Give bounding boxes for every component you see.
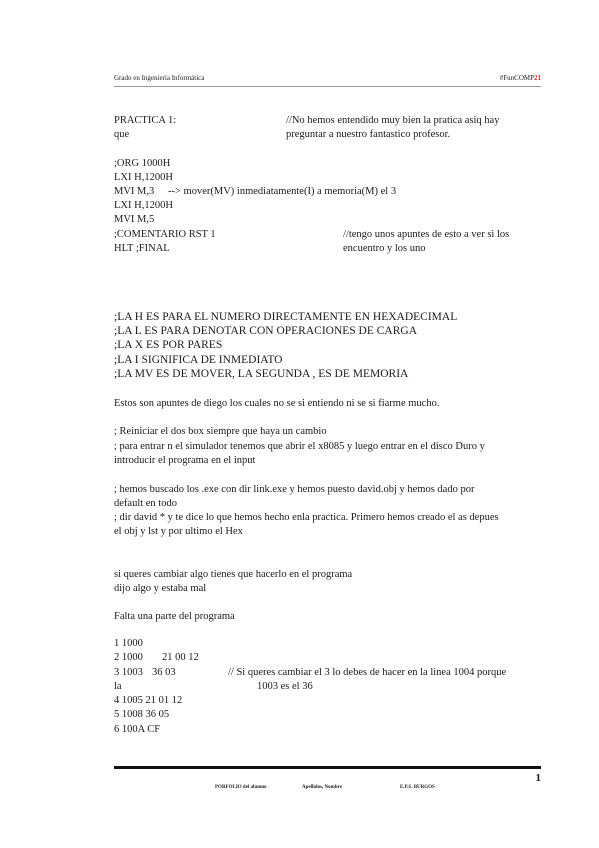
para-dir-line2: el obj y lst y por ultimo el Hex — [114, 526, 243, 537]
practica-que: que — [114, 129, 130, 140]
para-buscado-line2: default en todo — [114, 498, 177, 509]
header-rule — [114, 86, 541, 87]
apuntes-comment-line1: //tengo unos apuntes de esto a ver si los — [343, 229, 510, 240]
para-entrar-line1: ; para entrar n el simulador tenemos que abrir el x8085 y luego entrar en el disco Duro y — [114, 441, 485, 452]
header-hashtag: #FunCOMP — [499, 74, 534, 82]
practica-title: PRACTICA 1: — [114, 115, 177, 126]
listing-line-3-comment-line1: // Si queres cambiar el 3 lo debes de hacer en la linea 1004 porque — [228, 667, 507, 678]
note-h: ;LA H ES PARA EL NUMERO DIRECTAMENTE EN HEXADECIMAL — [114, 311, 458, 323]
para-entrar-line2: introducir el programa en el input — [114, 455, 256, 466]
footer-portfolio: PORFOLIO del alumno — [215, 785, 267, 790]
code-lxi-1: LXI H,1200H — [114, 172, 173, 183]
header-left-title: Grado en Ingeniería Informática — [114, 74, 205, 82]
practica-comment-line1: //No hemos entendido muy bien la pratica asiq hay — [286, 115, 500, 126]
code-comentario: ;COMENTARIO RST 1 — [114, 229, 216, 240]
code-mvi-1-comment: --> mover(MV) inmediatamente(I) a memoria(M) el 3 — [168, 186, 397, 197]
para-buscado-line1: ; hemos buscado los .exe con dir link.exe y hemos puesto david.obj y hemos dado por — [114, 484, 475, 495]
practica-comment-line2: preguntar a nuestro fantastico profesor. — [286, 129, 451, 140]
para-estos: Estos son apuntes de diego los cuales no se si entiendo ni se si fiarme mucho. — [114, 398, 440, 409]
para-falta: Falta una parte del programa — [114, 611, 235, 622]
listing-line-3-bytes: 36 03 — [152, 667, 176, 678]
note-i: ;LA I SIGNIFICA DE INMEDIATO — [114, 354, 283, 366]
header-right-tag — [500, 74, 541, 82]
footer-eps: E.P.S. BURGOS — [400, 785, 435, 790]
note-mv: ;LA MV ES DE MOVER, LA SEGUNDA , ES DE MEMORIA — [114, 368, 409, 380]
listing-line-1: 1 1000 — [114, 638, 143, 649]
listing-line-5: 5 1008 36 05 — [114, 709, 170, 720]
note-x: ;LA X ES POR PARES — [114, 339, 223, 351]
listing-line-3-la: la — [114, 681, 122, 692]
code-mvi-1: MVI M,3 — [114, 186, 155, 197]
footer-rule — [114, 766, 541, 769]
note-l: ;LA L ES PARA DENOTAR CON OPERACIONES DE CARGA — [114, 325, 418, 337]
para-dir-line1: ; dir david * y te dice lo que hemos hecho enla practica. Primero hemos creado el as depues — [114, 512, 499, 523]
listing-line-3-comment-line2: 1003 es el 36 — [257, 681, 313, 692]
code-org: ;ORG 1000H — [114, 158, 171, 169]
page-number: 1 — [535, 772, 541, 784]
code-mvi-2: MVI M,5 — [114, 214, 155, 225]
footer-apellidos: Apellidos, Nombre — [302, 785, 342, 790]
code-hlt: HLT ;FINAL — [114, 243, 170, 254]
listing-line-3-addr: 3 1003 — [114, 667, 143, 678]
listing-line-2-addr: 2 1000 — [114, 652, 143, 663]
listing-line-4: 4 1005 21 01 12 — [114, 695, 183, 706]
para-cambiar-line2: dijo algo y estaba mal — [114, 583, 207, 594]
header-hashtag-accent: 21 — [534, 74, 541, 82]
para-cambiar-line1: si queres cambiar algo tienes que hacerlo en el programa — [114, 569, 353, 580]
listing-line-2-bytes: 21 00 12 — [162, 652, 199, 663]
code-lxi-2: LXI H,1200H — [114, 200, 173, 211]
para-reiniciar: ; Reiniciar el dos box siempre que haya un cambio — [114, 426, 327, 437]
listing-line-6: 6 100A CF — [114, 724, 161, 735]
apuntes-comment-line2: encuentro y los uno — [343, 243, 426, 254]
